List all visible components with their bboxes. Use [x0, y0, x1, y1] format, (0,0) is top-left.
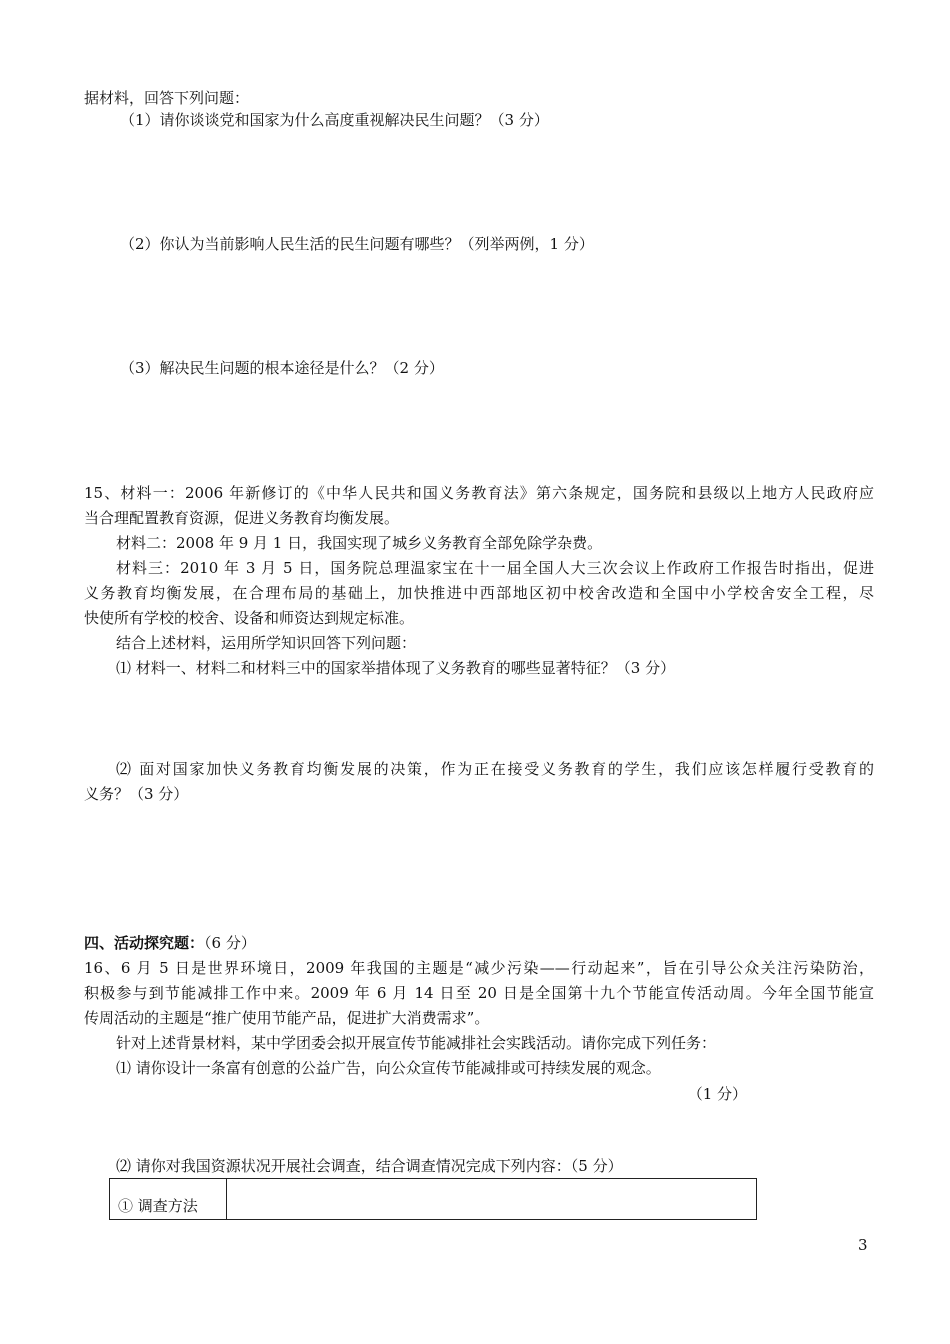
q16-sub2: ⑵ 请你对我国资源状况开展社会调查，结合调查情况完成下列内容：（5 分） — [116, 1157, 623, 1175]
q15-material1-line2: 当合理配置教育资源，促进义务教育均衡发展。 — [84, 509, 400, 527]
q15-material1-line1: 15、材料一：2006 年新修订的《中华人民共和国义务教育法》第六条规定，国务院和县级以上地方人民政府应 — [84, 484, 874, 502]
survey-method-answer-cell[interactable] — [227, 1179, 757, 1220]
q14-sub3: （3）解决民生问题的根本途径是什么？（2 分） — [120, 359, 444, 377]
q16-line3: 传周活动的主题是“推广使用节能产品，促进扩大消费需求”。 — [84, 1009, 490, 1027]
q16-line2: 积极参与到节能减排工作中来。2009 年 6 月 14 日至 20 日是全国第十九个节能宣传活动周。今年全国节能宣 — [84, 984, 874, 1002]
q15-prompt: 结合上述材料，运用所学知识回答下列问题： — [116, 634, 417, 652]
q15-sub2-line2: 义务？（3 分） — [84, 785, 189, 803]
survey-method-label: ① 调查方法 — [110, 1179, 227, 1220]
q14-sub1: （1）请你谈谈党和国家为什么高度重视解决民生问题？（3 分） — [120, 111, 549, 129]
q14-intro: 据材料，回答下列问题： — [84, 89, 250, 107]
q16-sub1: ⑴ 请你设计一条富有创意的公益广告，向公众宣传节能减排或可持续发展的观念。 — [116, 1059, 661, 1077]
q16-sub1-score: （1 分） — [687, 1085, 747, 1103]
q15-material2: 材料二：2008 年 9 月 1 日，我国实现了城乡义务教育全部免除学杂费。 — [116, 534, 603, 552]
section4-score: （6 分） — [204, 934, 256, 952]
page-number: 3 — [858, 1236, 868, 1254]
q16-task-intro: 针对上述背景材料，某中学团委会拟开展宣传节能减排社会实践活动。请你完成下列任务： — [116, 1034, 717, 1052]
section4-heading — [84, 933, 874, 953]
q16-line1: 16、6 月 5 日是世界环境日，2009 年我国的主题是“减少污染——行动起来”，旨在引导公众关注污染防治， — [84, 959, 874, 977]
q14-sub2: （2）你认为当前影响人民生活的民生问题有哪些？（列举两例，1 分） — [120, 235, 594, 253]
q15-sub1: ⑴ 材料一、材料二和材料三中的国家举措体现了义务教育的哪些显著特征？（3 分） — [116, 659, 676, 677]
q15-material3-line3: 快使所有学校的校舍、设备和师资达到规定标准。 — [84, 609, 415, 627]
table-row — [110, 1179, 757, 1220]
section4-title: 四、活动探究题： — [84, 934, 205, 952]
q15-material3-line1: 材料三：2010 年 3 月 5 日，国务院总理温家宝在十一届全国人大三次会议上作政府工作报告时指出，促进 — [116, 559, 874, 577]
q15-sub2-line1: ⑵ 面对国家加快义务教育均衡发展的决策，作为正在接受义务教育的学生，我们应该怎样履行受教育的 — [116, 760, 874, 778]
q15-material3-line2: 义务教育均衡发展，在合理布局的基础上，加快推进中西部地区初中校舍改造和全国中小学校舍安全工程，尽 — [84, 584, 874, 602]
survey-table — [109, 1178, 757, 1220]
